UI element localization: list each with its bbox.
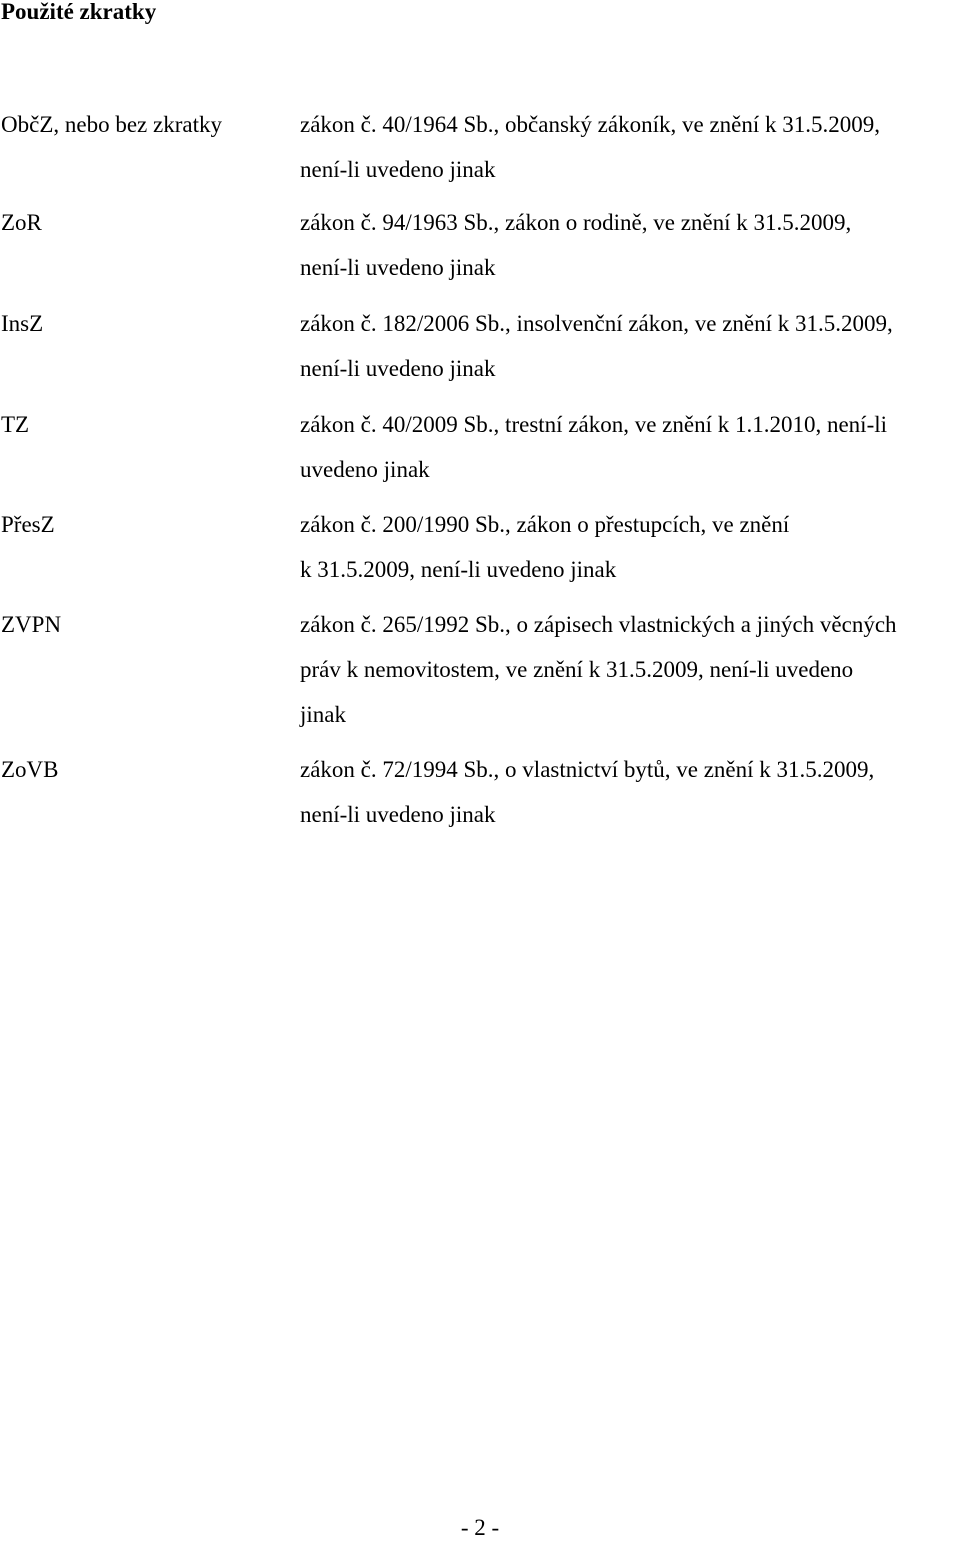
description-line: zákon č. 182/2006 Sb., insolvenční zákon, ve znění k 31.5.2009,	[300, 311, 893, 336]
abbreviation-term: PřesZ	[1, 512, 55, 537]
abbreviation-term: ZoR	[1, 210, 42, 235]
abbreviation-term: InsZ	[1, 311, 44, 336]
description-line: není-li uvedeno jinak	[300, 157, 496, 182]
abbreviation-description	[300, 301, 960, 391]
description-line: uvedeno jinak	[300, 457, 430, 482]
abbreviation-description	[300, 402, 960, 492]
abbreviation-term: ObčZ, nebo bez zkratky	[1, 112, 222, 137]
abbreviation-term: ZoVB	[1, 757, 59, 782]
description-line: k 31.5.2009, není-li uvedeno jinak	[300, 557, 617, 582]
description-line: zákon č. 265/1992 Sb., o zápisech vlastnických a jiných věcných	[300, 612, 897, 637]
abbreviation-description	[300, 102, 960, 192]
page-title: Použité zkratky	[1, 0, 157, 24]
abbreviation-term: TZ	[1, 412, 30, 437]
description-line: není-li uvedeno jinak	[300, 356, 496, 381]
abbreviation-description	[300, 747, 960, 837]
description-line: zákon č. 72/1994 Sb., o vlastnictví bytů, ve znění k 31.5.2009,	[300, 757, 875, 782]
description-line: zákon č. 40/2009 Sb., trestní zákon, ve znění k 1.1.2010, není-li	[300, 412, 888, 437]
description-line: není-li uvedeno jinak	[300, 255, 496, 280]
abbreviation-description	[300, 602, 960, 737]
abbreviation-description	[300, 502, 960, 592]
description-line: zákon č. 94/1963 Sb., zákon o rodině, ve znění k 31.5.2009,	[300, 210, 852, 235]
description-line: jinak	[300, 702, 346, 727]
description-line: zákon č. 200/1990 Sb., zákon o přestupcích, ve znění	[300, 512, 790, 537]
description-line: není-li uvedeno jinak	[300, 802, 496, 827]
description-line: práv k nemovitostem, ve znění k 31.5.2009, není-li uvedeno	[300, 657, 854, 682]
page-number: - 2 -	[460, 1515, 500, 1540]
abbreviation-description	[300, 200, 960, 290]
description-line: zákon č. 40/1964 Sb., občanský zákoník, ve znění k 31.5.2009,	[300, 112, 880, 137]
abbreviation-term: ZVPN	[1, 612, 62, 637]
